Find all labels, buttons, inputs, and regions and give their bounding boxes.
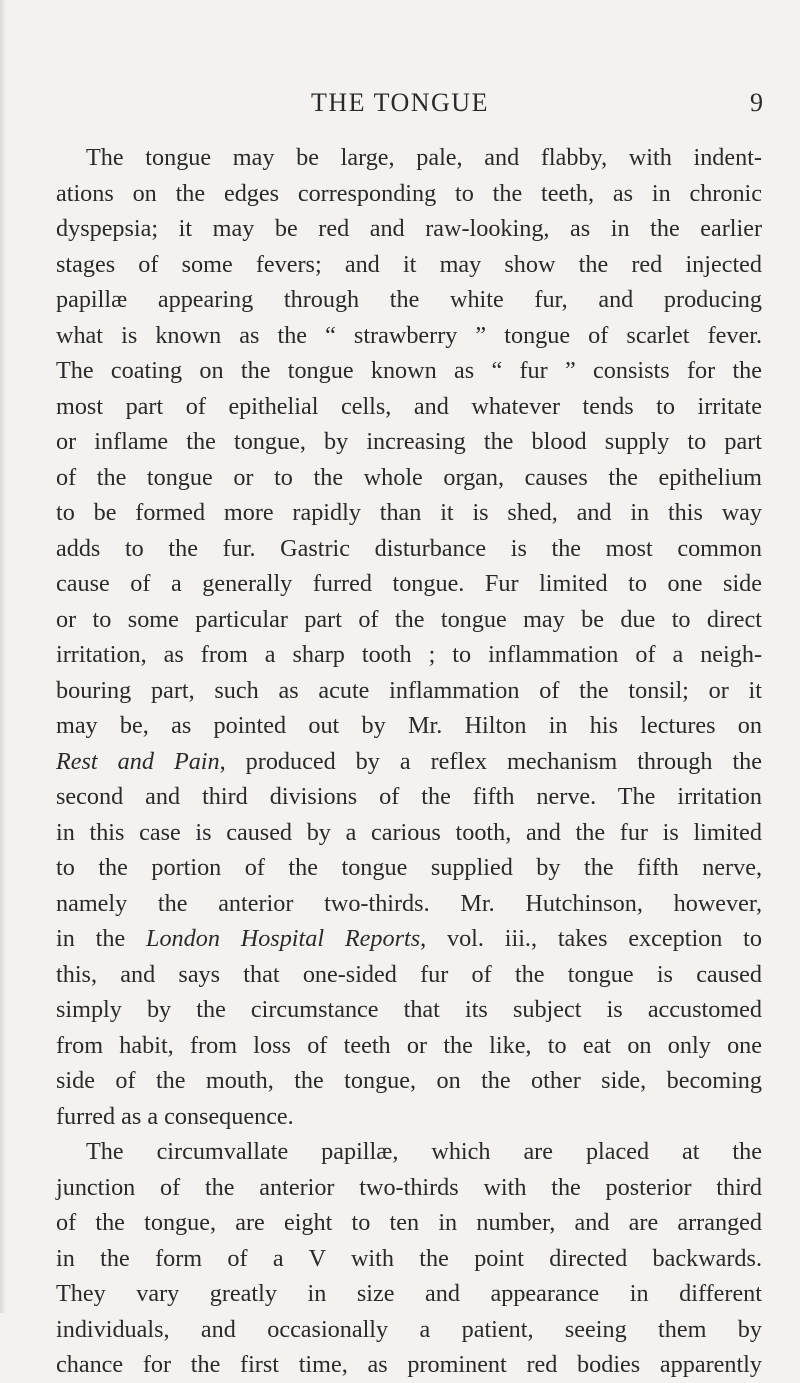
text-line: adds to the fur. Gastric disturbance is the most common (56, 534, 762, 562)
text-line-rest-and-pain (56, 744, 762, 780)
text-line: of the tongue or to the whole organ, causes the epithelium (56, 463, 762, 491)
book-title-rest-and-pain: Rest and Pain (56, 747, 220, 775)
text-line: of the tongue, are eight to ten in number, and are arranged (56, 1209, 762, 1236)
text-line: dyspepsia; it may be red and raw-looking, as in the earlier (56, 215, 762, 242)
text-line: side of the mouth, the tongue, on the other side, becoming (56, 1067, 762, 1094)
body-text (56, 140, 762, 1383)
text-line: namely the anterior two-thirds. Mr. Hutchinson, however, (56, 889, 762, 917)
text-line: irritation, as from a sharp tooth ; to inflammation of a neigh- (56, 641, 762, 668)
text-line: stages of some fevers; and it may show the red injected (56, 250, 762, 278)
text-fragment: , vol. iii., takes exception to (420, 925, 762, 952)
text-line: to the portion of the tongue supplied by the fifth nerve, (56, 854, 762, 881)
text-line: in this case is caused by a carious tooth, and the fur is limited (56, 818, 762, 846)
running-title: THE TONGUE (311, 88, 489, 117)
text-line: junction of the anterior two-thirds with the posterior third (56, 1173, 762, 1201)
text-line: what is known as the “ strawberry ” tongue of scarlet fever. (56, 321, 762, 349)
text-fragment: in the (56, 925, 146, 952)
text-line: second and third divisions of the fifth nerve. The irritation (56, 783, 762, 810)
running-head (0, 88, 800, 128)
text-line: bouring part, such as acute inflammation of the tonsil; or it (56, 676, 762, 704)
text-line: The coating on the tongue known as “ fur ” consists for the (56, 357, 762, 384)
page-number: 9 (750, 88, 763, 117)
text-line: They vary greatly in size and appearance in different (56, 1280, 762, 1307)
text-line: cause of a generally furred tongue. Fur limited to one side (56, 570, 762, 597)
text-line: ations on the edges corresponding to the teeth, as in chronic (56, 179, 762, 207)
text-line: papillæ appearing through the white fur, and producing (56, 286, 762, 313)
text-line: in the form of a V with the point directed backwards. (56, 1244, 762, 1272)
text-line: individuals, and occasionally a patient, seeing them by (56, 1315, 762, 1343)
text-line: from habit, from loss of teeth or the like, to eat on only one (56, 1031, 762, 1059)
text-line: chance for the first time, as prominent red bodies apparently (56, 1351, 762, 1378)
text-line: or inflame the tongue, by increasing the blood supply to part (56, 428, 762, 455)
text-line: or to some particular part of the tongue may be due to direct (56, 605, 762, 633)
text-line: furred as a consequence. (56, 1102, 294, 1130)
text-line: may be, as pointed out by Mr. Hilton in his lectures on (56, 712, 762, 739)
journal-title-london-hospital-reports: London Hospital Reports (146, 925, 421, 952)
text-line: The circumvallate papillæ, which are placed at the (86, 1138, 762, 1165)
text-line: this, and says that one-sided fur of the tongue is caused (56, 960, 762, 988)
page-edge-shadow (0, 0, 6, 1313)
text-line: most part of epithelial cells, and whatever tends to irritate (56, 392, 762, 420)
text-fragment: , produced by a reflex mechanism through the (219, 747, 762, 775)
text-line: to be formed more rapidly than it is shed, and in this way (56, 499, 762, 526)
text-line: The tongue may be large, pale, and flabby, with indent- (86, 144, 762, 171)
text-line: simply by the circumstance that its subject is accustomed (56, 996, 762, 1023)
text-line-london-hospital-reports (56, 921, 762, 957)
